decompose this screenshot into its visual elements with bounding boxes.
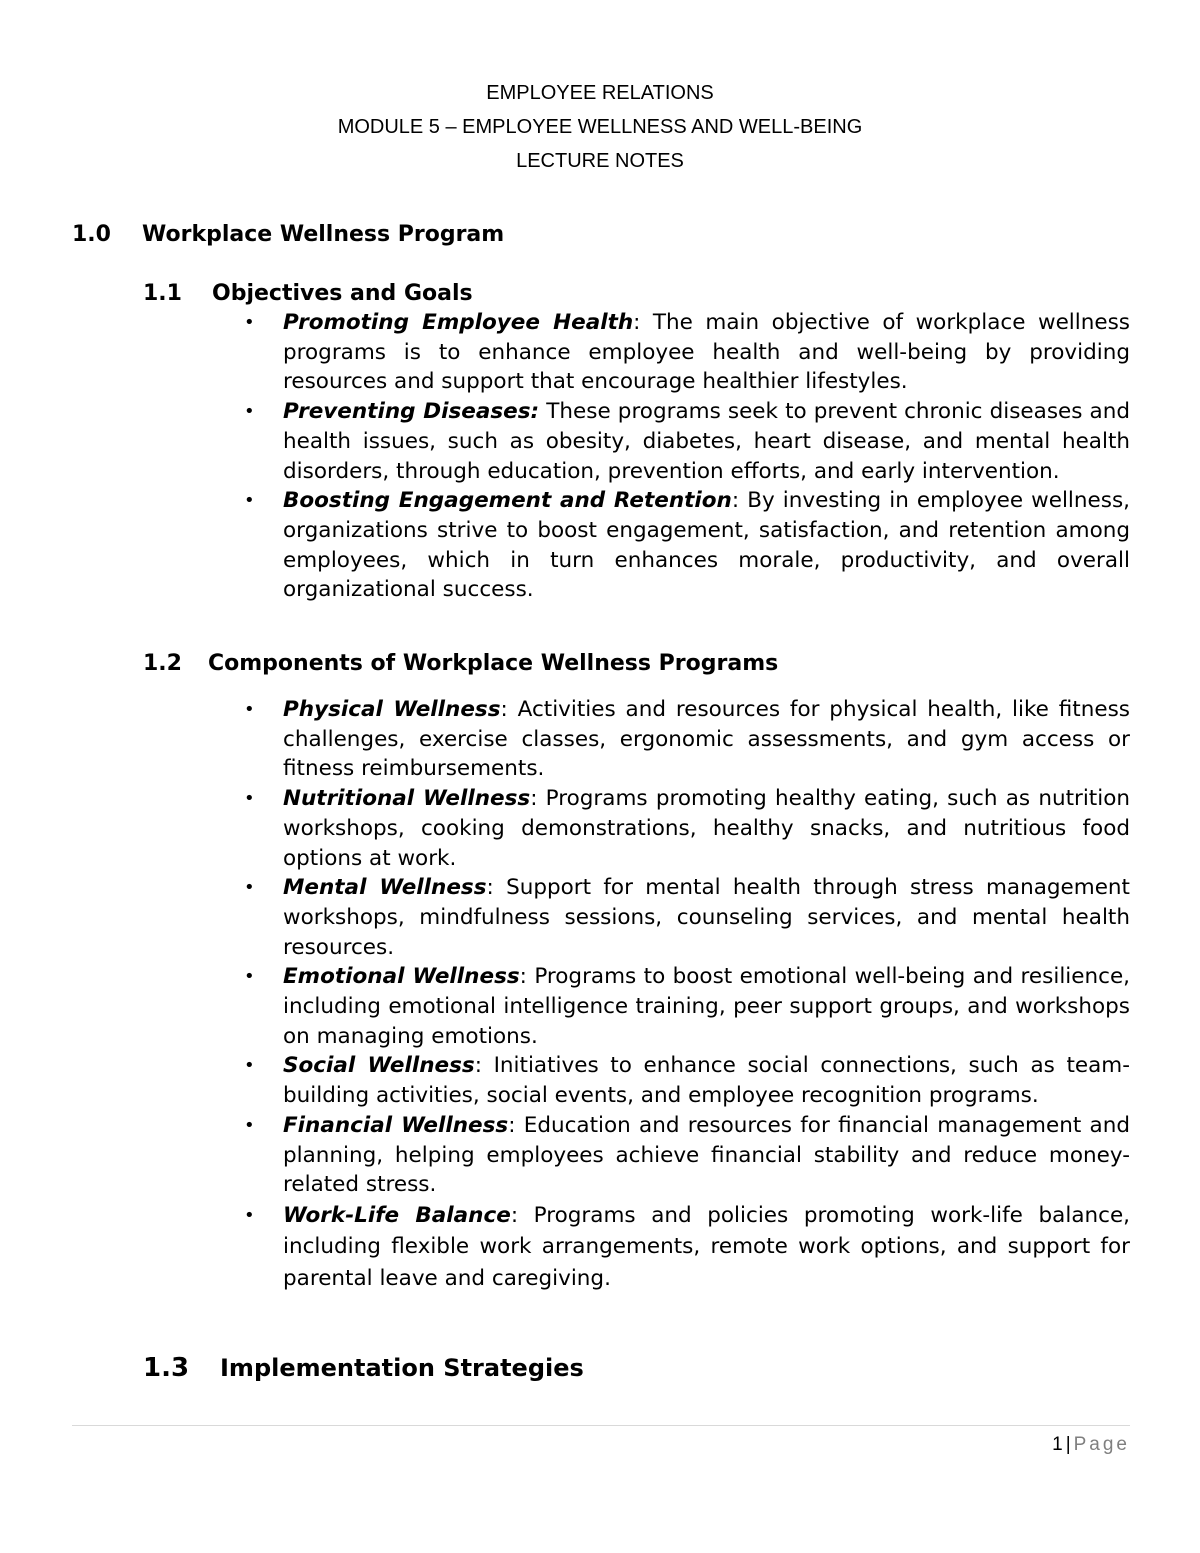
section-title: Workplace Wellness Program [142,222,505,247]
list-item [244,1111,1130,1200]
item-separator: : [530,786,538,812]
item-term: Preventing Diseases: [283,399,540,425]
list-item [244,1200,1130,1295]
item-term: Work-Life Balance [283,1202,511,1228]
item-text: The main objective of workplace wellness programs is to enhance employee health and well-being by providing resources and support that encourage healthier lifestyles. [283,310,1130,395]
item-text: Education and resources for financial management and planning, helping employees achieve financial stability and reduce money-related stress. [283,1112,1130,1198]
bullet-icon: • [244,401,255,423]
list-item [244,962,1130,1051]
item-text: These programs seek to prevent chronic diseases and health issues, such as obesity, diabetes, heart disease, and mental health disorders, through education, prevention efforts, and early intervention. [283,399,1131,484]
bullet-icon: • [244,1204,255,1226]
item-term: Emotional Wellness [283,964,520,990]
list-item [244,784,1130,873]
item-separator: : [731,488,740,514]
bullet-icon: • [244,1114,255,1136]
item-term: Physical Wellness [283,697,501,722]
notes-label: LECTURE NOTES [516,150,684,172]
list-item [244,397,1130,486]
section-heading-1-1 [143,279,473,309]
item-text: Programs to boost emotional well-being and resilience, including emotional intelligence training, peer support groups, and workshops on managing emotions. [283,964,1131,1049]
item-separator: : [633,310,641,335]
item-text: Programs promoting healthy eating, such as nutrition workshops, cooking demonstrations, healthy snacks, and nutritious food options at work. [283,786,1130,871]
item-separator: : [510,1202,519,1228]
list-item [244,486,1130,605]
components-list [244,695,1130,1294]
section-number: 1.0 [72,222,111,247]
section-heading-1-0 [72,220,504,250]
module-title: MODULE 5 – EMPLOYEE WELLNESS AND WELL-BEING [337,116,863,138]
list-item [244,695,1130,784]
bullet-icon: • [244,966,255,988]
bullet-icon: • [244,1055,255,1077]
course-title: EMPLOYEE RELATIONS [486,82,714,104]
list-item [244,308,1130,397]
list-item [244,873,1130,962]
section-title: Components of Workplace Wellness Programs [208,651,779,676]
section-heading-1-2 [143,649,778,679]
bullet-icon: • [244,490,255,512]
section-heading-1-3 [143,1351,584,1385]
item-text: Programs and policies promoting work-life balance, including flexible work arrangements, remote work options, and support for parental leave and caregiving. [283,1202,1131,1291]
section-number: 1.2 [143,651,182,676]
page-label: Page [1073,1434,1130,1455]
item-term: Promoting Employee Health [283,310,634,335]
item-term: Boosting Engagement and Retention [283,488,732,514]
item-text: Activities and resources for physical health, like fitness challenges, exercise classes, ergonomic assessments, and gym access or fitness reimbursements. [283,697,1130,782]
objectives-list [244,308,1130,605]
bullet-icon: • [244,788,255,810]
item-separator: : [500,697,508,722]
item-separator: : [486,875,494,901]
section-title: Objectives and Goals [212,281,473,306]
footer-divider [72,1425,1130,1426]
item-term: Social Wellness [283,1053,475,1079]
item-text: Initiatives to enhance social connections, such as team-building activities, social events, and employee recognition programs. [283,1053,1130,1109]
page-number: 1 [1052,1434,1063,1455]
list-item [244,1051,1130,1110]
item-separator: : [519,964,527,990]
section-number: 1.3 [143,1353,190,1383]
item-text: Support for mental health through stress management workshops, mindfulness sessions, counseling services, and mental health resources. [283,875,1130,960]
item-term: Nutritional Wellness [283,786,531,812]
item-term: Mental Wellness [283,875,487,901]
page-footer [1052,1432,1130,1458]
item-separator: : [508,1112,516,1138]
bullet-icon: • [244,877,255,899]
section-title: Implementation Strategies [220,1354,584,1382]
bullet-icon: • [244,699,255,720]
item-text: By investing in employee wellness, organizations strive to boost engagement, satisfaction, and retention among employees, which in turn enhances morale, productivity, and overall organizational success. [283,488,1130,603]
document-header [0,76,1200,178]
bullet-icon: • [244,312,255,333]
section-number: 1.1 [143,281,182,306]
item-term: Financial Wellness [283,1112,509,1138]
item-separator: : [474,1053,482,1079]
footer-separator: | [1065,1434,1071,1455]
